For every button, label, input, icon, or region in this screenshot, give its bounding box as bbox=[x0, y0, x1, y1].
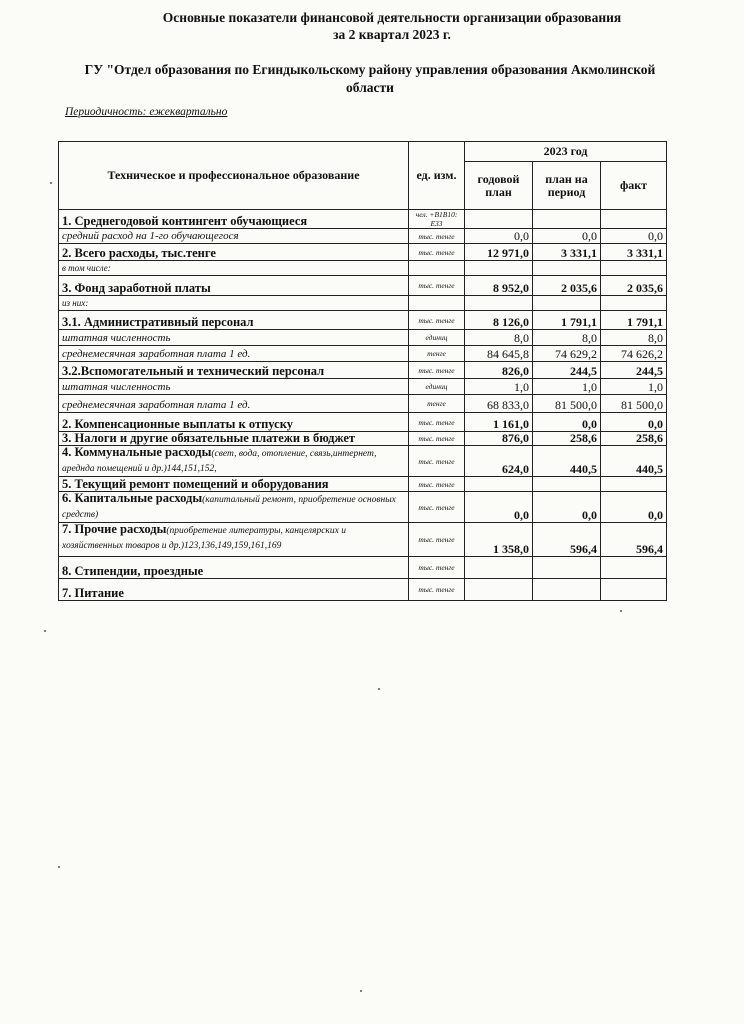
plan-value-cell: 68 833,0 bbox=[465, 395, 533, 413]
unit-cell: тыс. тенге bbox=[409, 229, 465, 244]
row-note: (приобретение литературы, канцелярских и хозяйственных товаров и др.)123,136,149,159,161,169 bbox=[62, 526, 346, 551]
header-period-plan: план на период bbox=[533, 162, 601, 210]
plan-value-cell bbox=[465, 261, 533, 276]
header-unit: ед. изм. bbox=[409, 142, 465, 210]
fact-value-cell: 596,4 bbox=[601, 523, 667, 557]
row-label-cell bbox=[59, 362, 409, 379]
row-label: среднемесячная заработная плата 1 ед. bbox=[62, 348, 251, 360]
fact-value-cell: 3 331,1 bbox=[601, 244, 667, 261]
period-value-cell: 2 035,6 bbox=[533, 276, 601, 296]
plan-value-cell bbox=[465, 579, 533, 601]
fact-value-cell: 244,5 bbox=[601, 362, 667, 379]
fact-value-cell: 0,0 bbox=[601, 413, 667, 432]
header-section: Техническое и профессиональное образование bbox=[59, 142, 409, 210]
fact-value-cell: 81 500,0 bbox=[601, 395, 667, 413]
plan-value-cell: 1 161,0 bbox=[465, 413, 533, 432]
period-value-cell: 440,5 bbox=[533, 446, 601, 477]
table-row bbox=[59, 229, 667, 244]
header-fact: факт bbox=[601, 162, 667, 210]
period-value-cell: 1,0 bbox=[533, 379, 601, 395]
period-value-cell bbox=[533, 557, 601, 579]
unit-cell: тыс. тенге bbox=[409, 446, 465, 477]
row-label: среднемесячная заработная плата 1 ед. bbox=[62, 399, 251, 411]
table-row bbox=[59, 413, 667, 432]
period-value-cell: 3 331,1 bbox=[533, 244, 601, 261]
row-label-cell bbox=[59, 395, 409, 413]
period-value-cell: 8,0 bbox=[533, 330, 601, 346]
document-subtitle: за 2 квартал 2023 г. bbox=[333, 27, 451, 42]
plan-value-cell: 8,0 bbox=[465, 330, 533, 346]
period-value-cell bbox=[533, 261, 601, 276]
row-label-cell bbox=[59, 477, 409, 492]
row-label: 5. Текущий ремонт помещений и оборудования bbox=[62, 477, 329, 491]
document-title: Основные показатели финансовой деятельности организации образования bbox=[162, 10, 622, 25]
row-label: в том числе: bbox=[62, 263, 111, 273]
row-label: 3.1. Административный персонал bbox=[62, 315, 254, 329]
unit-cell: тыс. тенге bbox=[409, 276, 465, 296]
fact-value-cell: 1,0 bbox=[601, 379, 667, 395]
period-value-cell: 0,0 bbox=[533, 492, 601, 523]
period-value-cell bbox=[533, 477, 601, 492]
unit-cell: тенге bbox=[409, 346, 465, 362]
period-value-cell: 596,4 bbox=[533, 523, 601, 557]
row-label: 3.2.Вспомогательный и технический персонал bbox=[62, 364, 325, 378]
row-label-cell bbox=[59, 523, 409, 557]
row-label-cell bbox=[59, 557, 409, 579]
row-label: 3. Налоги и другие обязательные платежи в бюджет bbox=[62, 431, 356, 445]
table-row bbox=[59, 276, 667, 296]
unit-cell: тенге bbox=[409, 395, 465, 413]
scan-speck bbox=[360, 990, 362, 992]
plan-value-cell: 876,0 bbox=[465, 432, 533, 446]
scan-speck bbox=[378, 688, 380, 690]
row-label-cell bbox=[59, 432, 409, 446]
row-label-cell bbox=[59, 261, 409, 276]
period-value-cell bbox=[533, 579, 601, 601]
row-label-cell bbox=[59, 296, 409, 311]
fact-value-cell: 74 626,2 bbox=[601, 346, 667, 362]
fact-value-cell: 8,0 bbox=[601, 330, 667, 346]
row-label: 8. Стипендии, проездные bbox=[62, 564, 204, 578]
row-label-cell bbox=[59, 244, 409, 261]
period-value-cell: 258,6 bbox=[533, 432, 601, 446]
period-value-cell bbox=[533, 210, 601, 229]
row-label: 7. Питание bbox=[62, 586, 124, 600]
table-row bbox=[59, 395, 667, 413]
header-annual-plan: годовой план bbox=[465, 162, 533, 210]
table-row bbox=[59, 346, 667, 362]
table-row bbox=[59, 210, 667, 229]
plan-value-cell: 1,0 bbox=[465, 379, 533, 395]
unit-cell bbox=[409, 261, 465, 276]
unit-cell: тыс. тенге bbox=[409, 244, 465, 261]
header-year: 2023 год bbox=[465, 142, 667, 162]
unit-cell: тыс. тенге bbox=[409, 477, 465, 492]
row-label: из них: bbox=[62, 298, 89, 308]
row-label: штатная численность bbox=[62, 332, 171, 344]
row-label: 2. Всего расходы, тыс.тенге bbox=[62, 246, 216, 260]
plan-value-cell bbox=[465, 557, 533, 579]
row-label: 6. Капитальные расходы bbox=[62, 491, 203, 505]
unit-cell: тыс. тенге bbox=[409, 579, 465, 601]
period-value-cell: 0,0 bbox=[533, 229, 601, 244]
row-label-cell bbox=[59, 311, 409, 330]
period-value-cell: 1 791,1 bbox=[533, 311, 601, 330]
row-label: 3. Фонд заработной платы bbox=[62, 281, 211, 295]
unit-cell: тыс. тенге bbox=[409, 492, 465, 523]
row-label-cell bbox=[59, 276, 409, 296]
unit-cell: тыс. тенге bbox=[409, 432, 465, 446]
period-value-cell: 74 629,2 bbox=[533, 346, 601, 362]
scan-speck bbox=[620, 610, 622, 612]
plan-value-cell: 1 358,0 bbox=[465, 523, 533, 557]
table-row bbox=[59, 244, 667, 261]
row-label-cell bbox=[59, 492, 409, 523]
unit-cell: единиц bbox=[409, 379, 465, 395]
row-label-cell bbox=[59, 330, 409, 346]
table-row bbox=[59, 432, 667, 446]
table-row bbox=[59, 330, 667, 346]
unit-cell: тыс. тенге bbox=[409, 413, 465, 432]
fact-value-cell bbox=[601, 296, 667, 311]
organization-name: ГУ "Отдел образования по Егиндыкольскому району управления образования Акмолинской области bbox=[84, 62, 656, 95]
row-label: средний расход на 1-го обучающегося bbox=[62, 230, 239, 242]
fact-value-cell bbox=[601, 579, 667, 601]
table-row bbox=[59, 296, 667, 311]
row-label: 7. Прочие расходы bbox=[62, 522, 167, 536]
row-label-cell bbox=[59, 210, 409, 229]
table-row bbox=[59, 311, 667, 330]
unit-cell: единиц bbox=[409, 330, 465, 346]
plan-value-cell: 8 952,0 bbox=[465, 276, 533, 296]
row-label-cell bbox=[59, 579, 409, 601]
table-row bbox=[59, 446, 667, 477]
fact-value-cell bbox=[601, 210, 667, 229]
scan-speck bbox=[50, 182, 52, 184]
row-label: 1. Среднегодовой контингент обучающиеся bbox=[62, 214, 308, 228]
unit-cell: чел. +B1B10: E33 bbox=[409, 210, 465, 229]
plan-value-cell: 624,0 bbox=[465, 446, 533, 477]
row-note: (капитальный ремонт, приобретение основных средств) bbox=[62, 495, 396, 520]
unit-cell: тыс. тенге bbox=[409, 311, 465, 330]
fact-value-cell: 1 791,1 bbox=[601, 311, 667, 330]
fact-value-cell bbox=[601, 261, 667, 276]
financial-table bbox=[58, 141, 667, 601]
table-row bbox=[59, 557, 667, 579]
fact-value-cell: 0,0 bbox=[601, 492, 667, 523]
fact-value-cell bbox=[601, 477, 667, 492]
plan-value-cell: 826,0 bbox=[465, 362, 533, 379]
row-label: 2. Компенсационные выплаты к отпуску bbox=[62, 417, 293, 431]
plan-value-cell: 0,0 bbox=[465, 229, 533, 244]
table-row bbox=[59, 261, 667, 276]
row-label-cell bbox=[59, 229, 409, 244]
row-label-cell bbox=[59, 413, 409, 432]
fact-value-cell: 2 035,6 bbox=[601, 276, 667, 296]
scan-speck bbox=[44, 630, 46, 632]
fact-value-cell: 440,5 bbox=[601, 446, 667, 477]
unit-cell: тыс. тенге bbox=[409, 557, 465, 579]
periodicity-label: Периодичность: ежеквартально bbox=[65, 106, 228, 118]
period-value-cell: 81 500,0 bbox=[533, 395, 601, 413]
table-row bbox=[59, 362, 667, 379]
fact-value-cell bbox=[601, 557, 667, 579]
plan-value-cell: 0,0 bbox=[465, 492, 533, 523]
plan-value-cell bbox=[465, 296, 533, 311]
table-row bbox=[59, 379, 667, 395]
plan-value-cell: 84 645,8 bbox=[465, 346, 533, 362]
plan-value-cell bbox=[465, 477, 533, 492]
scan-speck bbox=[58, 866, 60, 868]
row-label-cell bbox=[59, 346, 409, 362]
table-row bbox=[59, 477, 667, 492]
plan-value-cell bbox=[465, 210, 533, 229]
row-note: (свет, вода, отопление, связь,интернет, аредндa помещений и др.)144,151,152, bbox=[62, 449, 377, 474]
period-value-cell bbox=[533, 296, 601, 311]
unit-cell bbox=[409, 296, 465, 311]
unit-cell: тыс. тенге bbox=[409, 362, 465, 379]
table-row bbox=[59, 492, 667, 523]
plan-value-cell: 8 126,0 bbox=[465, 311, 533, 330]
row-label-cell bbox=[59, 379, 409, 395]
table-row bbox=[59, 523, 667, 557]
table-row bbox=[59, 579, 667, 601]
row-label-cell bbox=[59, 446, 409, 477]
row-label: штатная численность bbox=[62, 381, 171, 393]
fact-value-cell: 0,0 bbox=[601, 229, 667, 244]
row-label: 4. Коммунальные расходы bbox=[62, 445, 212, 459]
unit-cell: тыс. тенге bbox=[409, 523, 465, 557]
period-value-cell: 244,5 bbox=[533, 362, 601, 379]
plan-value-cell: 12 971,0 bbox=[465, 244, 533, 261]
period-value-cell: 0,0 bbox=[533, 413, 601, 432]
fact-value-cell: 258,6 bbox=[601, 432, 667, 446]
